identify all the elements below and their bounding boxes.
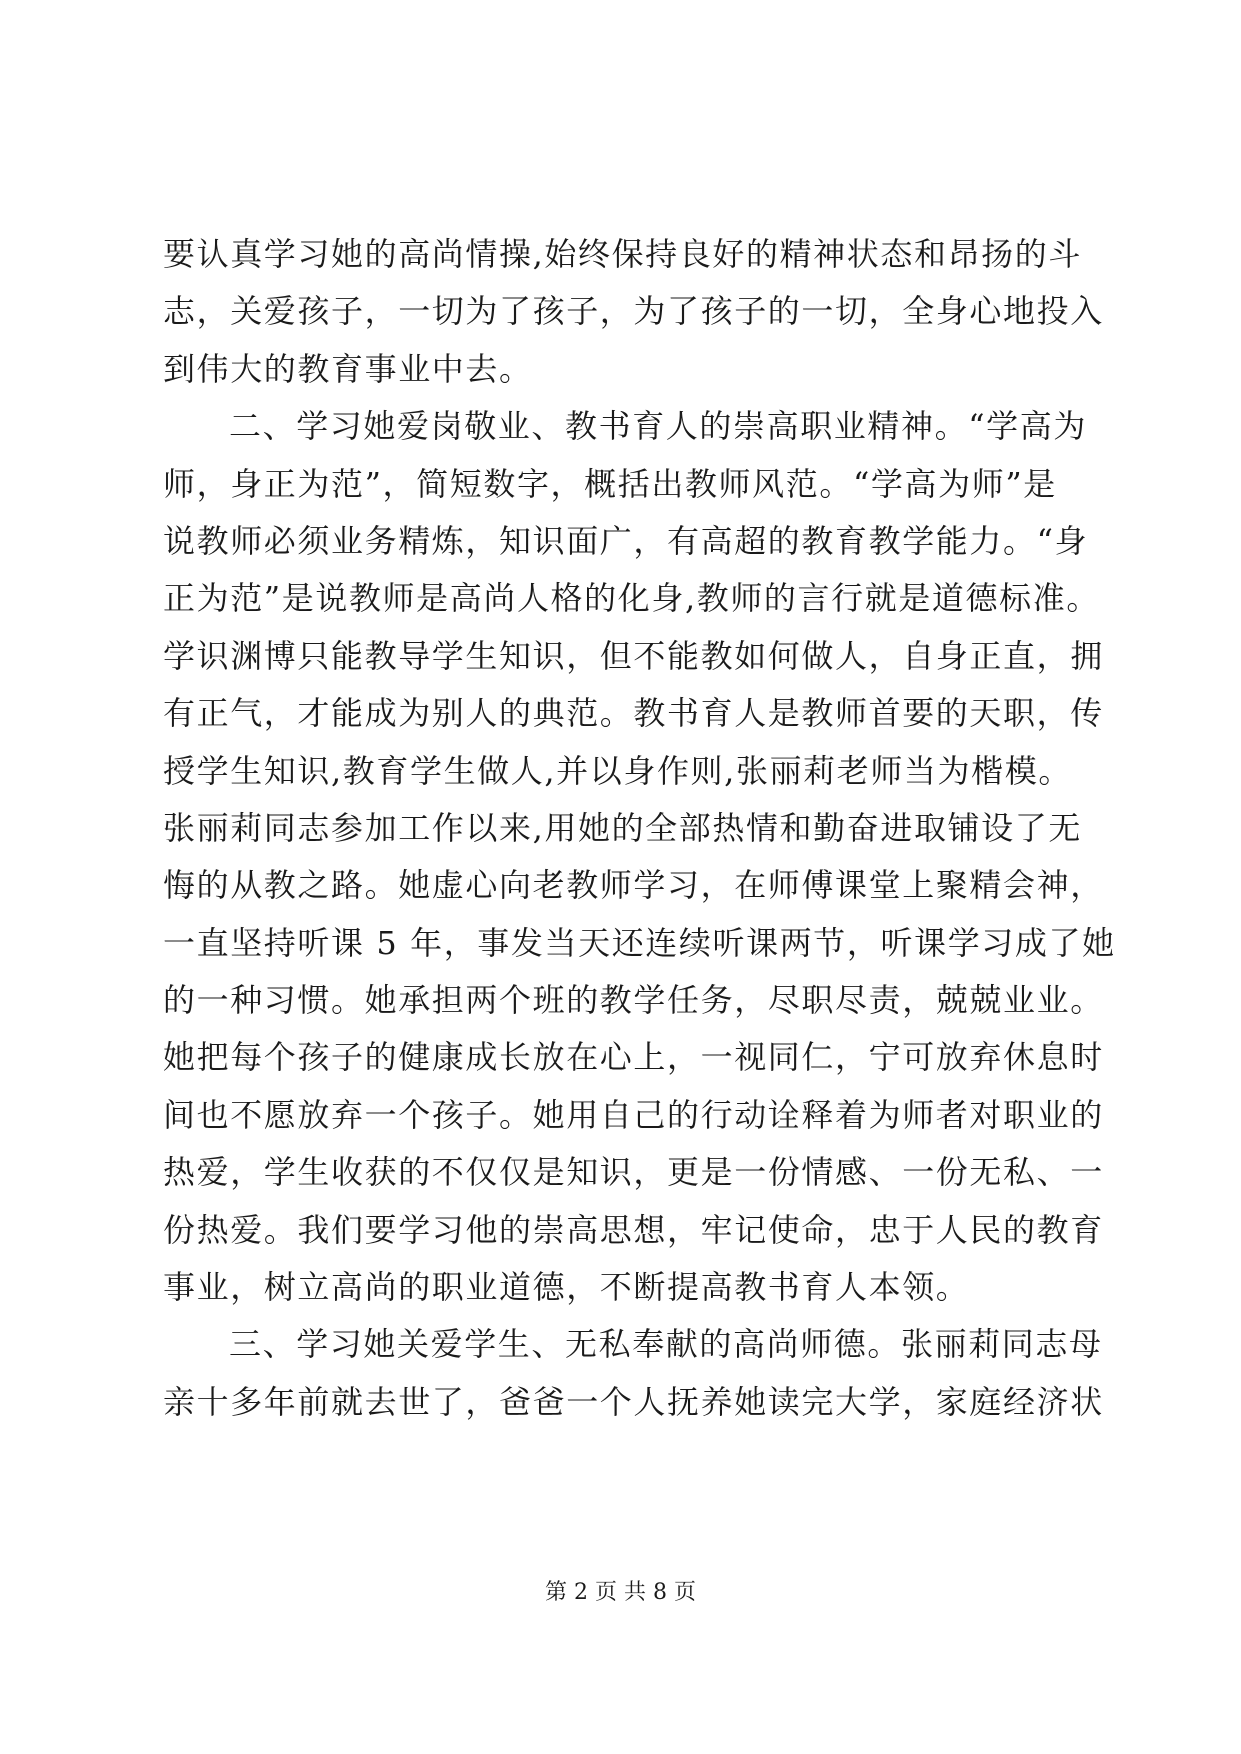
text-line: 份热爱。我们要学习他的崇高思想，牢记使命，忠于人民的教育 bbox=[163, 1210, 1104, 1249]
text-line: 间也不愿放弃一个孩子。她用自己的行动诠释着为师者对职业的 bbox=[163, 1095, 1104, 1134]
text-line: 热爱，学生收获的不仅仅是知识，更是一份情感、一份无私、一 bbox=[163, 1153, 1104, 1192]
text-line: 学识渊博只能教导学生知识，但不能教如何做人，自身正直，拥 bbox=[163, 636, 1104, 675]
text-line: 正为范”是说教师是高尚人格的化身,教师的言行就是道德标准。 bbox=[163, 579, 1100, 618]
text-line: 说教师必须业务精炼，知识面广，有高超的教育教学能力。“身 bbox=[163, 521, 1089, 560]
text-line: 到伟大的教育事业中去。 bbox=[163, 349, 533, 388]
text-line: 授学生知识,教育学生做人,并以身作则,张丽莉老师当为楷模。 bbox=[163, 751, 1072, 790]
text-line: 张丽莉同志参加工作以来,用她的全部热情和勤奋进取铺设了无 bbox=[163, 808, 1082, 847]
page-number-footer: 第 2 页 共 8 页 bbox=[545, 1580, 696, 1605]
text-line: 一直坚持听课 5 年，事发当天还连续听课两节，听课学习成了她 bbox=[163, 923, 1116, 962]
text-line: 要认真学习她的高尚情操,始终保持良好的精神状态和昂扬的斗 bbox=[163, 235, 1082, 273]
text-line: 事业，树立高尚的职业道德，不断提高教书育人本领。 bbox=[163, 1268, 970, 1307]
text-line: 志，关爱孩子，一切为了孩子，为了孩子的一切，全身心地投入 bbox=[163, 292, 1104, 331]
text-line: 师，身正为范”，简短数字，概括出教师风范。“学高为师”是 bbox=[163, 464, 1057, 503]
body-text bbox=[163, 226, 1116, 1431]
section-two-heading-line: 二、学习她爱岗敬业、教书育人的崇高职业精神。“学高为 bbox=[229, 407, 1087, 446]
text-line: 亲十多年前就去世了，爸爸一个人抚养她读完大学，家庭经济状 bbox=[163, 1382, 1104, 1421]
text-line: 悔的从教之路。她虚心向老教师学习，在师傅课堂上聚精会神， bbox=[163, 866, 1104, 905]
text-line: 的一种习惯。她承担两个班的教学任务，尽职尽责，兢兢业业。 bbox=[163, 981, 1104, 1020]
text-line: 她把每个孩子的健康成长放在心上，一视同仁，宁可放弃休息时 bbox=[163, 1038, 1104, 1077]
section-three-heading-line: 三、学习她关爱学生、无私奉献的高尚师德。张丽莉同志母 bbox=[229, 1325, 1103, 1364]
text-line: 有正气，才能成为别人的典范。教书育人是教师首要的天职，传 bbox=[163, 694, 1104, 733]
